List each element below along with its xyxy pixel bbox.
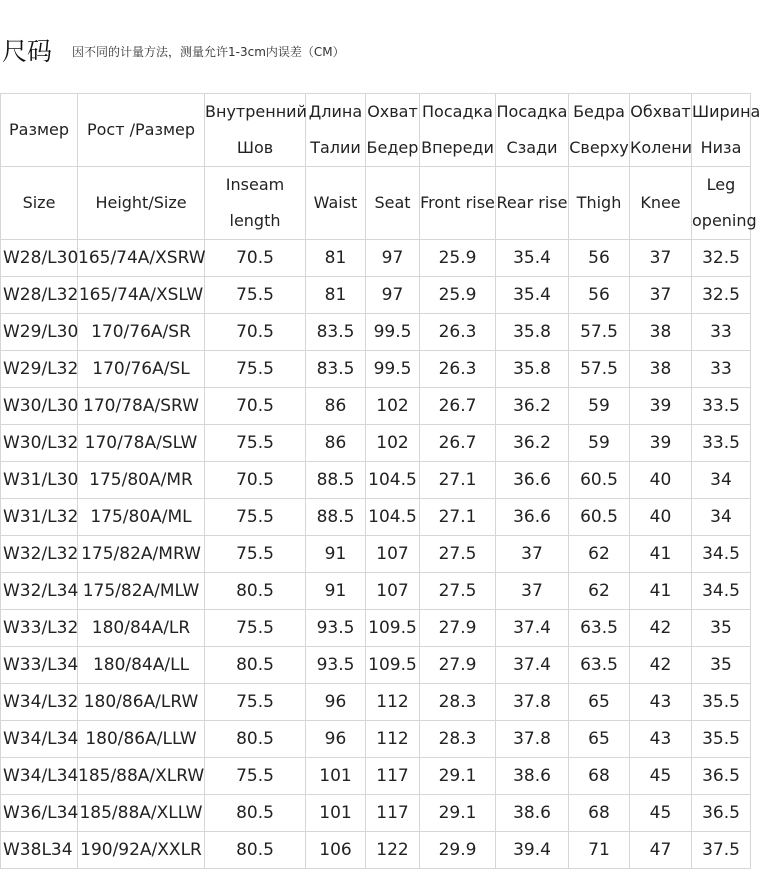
cell-front-rise: 26.7 [420,388,496,425]
header-en-height-size: Height/Size [78,167,205,240]
cell-height-size: 180/86A/LLW [78,721,205,758]
cell-size: W38L34 [1,832,78,869]
table-row [1,832,751,869]
cell-thigh: 56 [569,240,630,277]
cell-leg-opening: 34 [692,499,751,536]
cell-leg-opening: 35 [692,647,751,684]
cell-height-size: 175/82A/MLW [78,573,205,610]
cell-knee: 37 [630,240,692,277]
header-ru-waist: Длина Талии [306,94,366,167]
cell-size: W31/L32 [1,499,78,536]
cell-front-rise: 26.3 [420,351,496,388]
cell-size: W36/L34 [1,795,78,832]
cell-thigh: 56 [569,277,630,314]
cell-inseam: 75.5 [205,277,306,314]
cell-thigh: 57.5 [569,314,630,351]
cell-leg-opening: 36.5 [692,758,751,795]
cell-inseam: 80.5 [205,573,306,610]
cell-front-rise: 27.1 [420,462,496,499]
table-row [1,425,751,462]
cell-seat: 102 [366,425,420,462]
cell-leg-opening: 35 [692,610,751,647]
table-row [1,351,751,388]
cell-leg-opening: 33.5 [692,388,751,425]
cell-size: W28/L32 [1,277,78,314]
cell-inseam: 75.5 [205,351,306,388]
table-row [1,462,751,499]
cell-seat: 102 [366,388,420,425]
cell-seat: 99.5 [366,351,420,388]
cell-inseam: 75.5 [205,610,306,647]
cell-knee: 47 [630,832,692,869]
cell-rear-rise: 37.8 [496,721,569,758]
cell-seat: 109.5 [366,610,420,647]
cell-knee: 45 [630,795,692,832]
table-row [1,499,751,536]
table-row [1,536,751,573]
cell-height-size: 175/80A/MR [78,462,205,499]
cell-seat: 107 [366,536,420,573]
cell-rear-rise: 35.4 [496,240,569,277]
table-row [1,610,751,647]
cell-height-size: 170/76A/SR [78,314,205,351]
cell-seat: 97 [366,240,420,277]
cell-waist: 86 [306,388,366,425]
table-row [1,314,751,351]
cell-size: W30/L32 [1,425,78,462]
cell-leg-opening: 34.5 [692,536,751,573]
cell-rear-rise: 38.6 [496,758,569,795]
cell-waist: 106 [306,832,366,869]
cell-height-size: 180/84A/LL [78,647,205,684]
cell-leg-opening: 37.5 [692,832,751,869]
cell-knee: 41 [630,536,692,573]
cell-rear-rise: 37.4 [496,647,569,684]
cell-leg-opening: 33.5 [692,425,751,462]
header-en-seat: Seat [366,167,420,240]
cell-leg-opening: 32.5 [692,240,751,277]
cell-thigh: 60.5 [569,462,630,499]
cell-front-rise: 28.3 [420,721,496,758]
cell-thigh: 60.5 [569,499,630,536]
cell-front-rise: 27.9 [420,647,496,684]
header-ru-size: Размер [1,94,78,167]
cell-height-size: 180/84A/LR [78,610,205,647]
cell-knee: 41 [630,573,692,610]
cell-size: W30/L30 [1,388,78,425]
cell-thigh: 62 [569,536,630,573]
cell-inseam: 70.5 [205,240,306,277]
header-en-size: Size [1,167,78,240]
cell-knee: 38 [630,351,692,388]
header-en-thigh: Thigh [569,167,630,240]
cell-thigh: 59 [569,425,630,462]
cell-rear-rise: 35.4 [496,277,569,314]
page-header [0,30,750,70]
cell-inseam: 75.5 [205,499,306,536]
header-ru-rear-rise: Посадка Сзади [496,94,569,167]
cell-knee: 37 [630,277,692,314]
cell-waist: 101 [306,758,366,795]
header-en-waist: Waist [306,167,366,240]
cell-rear-rise: 36.2 [496,388,569,425]
table-row [1,388,751,425]
header-ru-inseam: Внутренний Шов [205,94,306,167]
cell-knee: 40 [630,462,692,499]
cell-leg-opening: 34.5 [692,573,751,610]
header-ru-front-rise: Посадка Впереди [420,94,496,167]
cell-inseam: 80.5 [205,795,306,832]
cell-waist: 81 [306,277,366,314]
cell-thigh: 63.5 [569,610,630,647]
cell-seat: 104.5 [366,462,420,499]
cell-size: W32/L32 [1,536,78,573]
cell-knee: 45 [630,758,692,795]
cell-height-size: 165/74A/XSLW [78,277,205,314]
header-ru-height-size: Рост /Размер [78,94,205,167]
cell-front-rise: 26.7 [420,425,496,462]
table-row [1,721,751,758]
cell-knee: 43 [630,684,692,721]
cell-rear-rise: 39.4 [496,832,569,869]
cell-waist: 81 [306,240,366,277]
cell-rear-rise: 36.6 [496,499,569,536]
cell-height-size: 170/78A/SRW [78,388,205,425]
cell-waist: 88.5 [306,499,366,536]
cell-thigh: 68 [569,795,630,832]
cell-seat: 107 [366,573,420,610]
header-ru-knee: Обхват Колени [630,94,692,167]
cell-thigh: 59 [569,388,630,425]
cell-knee: 42 [630,647,692,684]
cell-rear-rise: 37.8 [496,684,569,721]
cell-height-size: 185/88A/XLLW [78,795,205,832]
cell-thigh: 62 [569,573,630,610]
table-row [1,758,751,795]
cell-waist: 96 [306,721,366,758]
header-ru-leg-opening: Ширина Низа [692,94,751,167]
cell-rear-rise: 37 [496,573,569,610]
cell-waist: 93.5 [306,610,366,647]
cell-knee: 39 [630,388,692,425]
cell-waist: 83.5 [306,351,366,388]
cell-knee: 40 [630,499,692,536]
cell-size: W34/L32 [1,684,78,721]
cell-leg-opening: 32.5 [692,277,751,314]
cell-front-rise: 27.5 [420,573,496,610]
cell-front-rise: 27.1 [420,499,496,536]
cell-knee: 43 [630,721,692,758]
cell-inseam: 70.5 [205,388,306,425]
header-en-inseam: Inseam length [205,167,306,240]
size-chart-table [0,93,760,869]
cell-waist: 93.5 [306,647,366,684]
cell-front-rise: 29.9 [420,832,496,869]
table-row [1,795,751,832]
cell-waist: 88.5 [306,462,366,499]
cell-inseam: 75.5 [205,758,306,795]
cell-thigh: 65 [569,721,630,758]
cell-size: W33/L34 [1,647,78,684]
cell-rear-rise: 37 [496,536,569,573]
cell-front-rise: 29.1 [420,758,496,795]
cell-inseam: 75.5 [205,536,306,573]
cell-seat: 109.5 [366,647,420,684]
cell-size: W33/L32 [1,610,78,647]
cell-height-size: 180/86A/LRW [78,684,205,721]
header-row-ru [1,94,751,167]
cell-thigh: 65 [569,684,630,721]
cell-knee: 39 [630,425,692,462]
cell-inseam: 75.5 [205,425,306,462]
cell-size: W34/L34 [1,758,78,795]
cell-size: W34/L34 [1,721,78,758]
cell-inseam: 80.5 [205,832,306,869]
cell-height-size: 190/92A/XXLR [78,832,205,869]
cell-front-rise: 25.9 [420,240,496,277]
cell-seat: 117 [366,795,420,832]
header-row-en [1,167,751,240]
cell-front-rise: 28.3 [420,684,496,721]
cell-leg-opening: 35.5 [692,684,751,721]
cell-waist: 101 [306,795,366,832]
header-en-leg-opening: Leg opening [692,167,751,240]
cell-seat: 122 [366,832,420,869]
cell-rear-rise: 37.4 [496,610,569,647]
cell-seat: 117 [366,758,420,795]
cell-inseam: 75.5 [205,684,306,721]
cell-waist: 86 [306,425,366,462]
cell-front-rise: 27.9 [420,610,496,647]
header-en-front-rise: Front rise [420,167,496,240]
header-ru-seat: Охват Бедер [366,94,420,167]
cell-size: W32/L34 [1,573,78,610]
table-row [1,573,751,610]
header-en-knee: Knee [630,167,692,240]
cell-inseam: 70.5 [205,462,306,499]
cell-inseam: 80.5 [205,647,306,684]
cell-seat: 97 [366,277,420,314]
cell-size: W29/L32 [1,351,78,388]
cell-rear-rise: 38.6 [496,795,569,832]
cell-waist: 91 [306,536,366,573]
cell-waist: 96 [306,684,366,721]
table-row [1,240,751,277]
cell-height-size: 185/88A/XLRW [78,758,205,795]
cell-waist: 83.5 [306,314,366,351]
cell-front-rise: 27.5 [420,536,496,573]
cell-seat: 112 [366,684,420,721]
cell-size: W31/L30 [1,462,78,499]
cell-rear-rise: 35.8 [496,314,569,351]
cell-height-size: 175/82A/MRW [78,536,205,573]
cell-knee: 38 [630,314,692,351]
cell-size: W29/L30 [1,314,78,351]
cell-front-rise: 26.3 [420,314,496,351]
cell-height-size: 170/78A/SLW [78,425,205,462]
cell-thigh: 68 [569,758,630,795]
cell-thigh: 71 [569,832,630,869]
cell-thigh: 63.5 [569,647,630,684]
cell-seat: 99.5 [366,314,420,351]
cell-leg-opening: 36.5 [692,795,751,832]
cell-leg-opening: 34 [692,462,751,499]
cell-seat: 104.5 [366,499,420,536]
cell-thigh: 57.5 [569,351,630,388]
cell-front-rise: 29.1 [420,795,496,832]
page-title: 尺码 [2,37,53,66]
table-row [1,647,751,684]
cell-rear-rise: 36.2 [496,425,569,462]
cell-leg-opening: 33 [692,314,751,351]
table-row [1,277,751,314]
measurement-note: 因不同的计量方法，测量允许1-3cm内误差（CM） [72,45,345,59]
table-row [1,684,751,721]
cell-leg-opening: 33 [692,351,751,388]
cell-seat: 112 [366,721,420,758]
cell-height-size: 170/76A/SL [78,351,205,388]
cell-waist: 91 [306,573,366,610]
cell-leg-opening: 35.5 [692,721,751,758]
cell-height-size: 175/80A/ML [78,499,205,536]
cell-front-rise: 25.9 [420,277,496,314]
cell-rear-rise: 36.6 [496,462,569,499]
cell-rear-rise: 35.8 [496,351,569,388]
cell-inseam: 70.5 [205,314,306,351]
cell-inseam: 80.5 [205,721,306,758]
cell-knee: 42 [630,610,692,647]
cell-height-size: 165/74A/XSRW [78,240,205,277]
cell-size: W28/L30 [1,240,78,277]
header-en-rear-rise: Rear rise [496,167,569,240]
header-ru-thigh: Бедра Сверху [569,94,630,167]
